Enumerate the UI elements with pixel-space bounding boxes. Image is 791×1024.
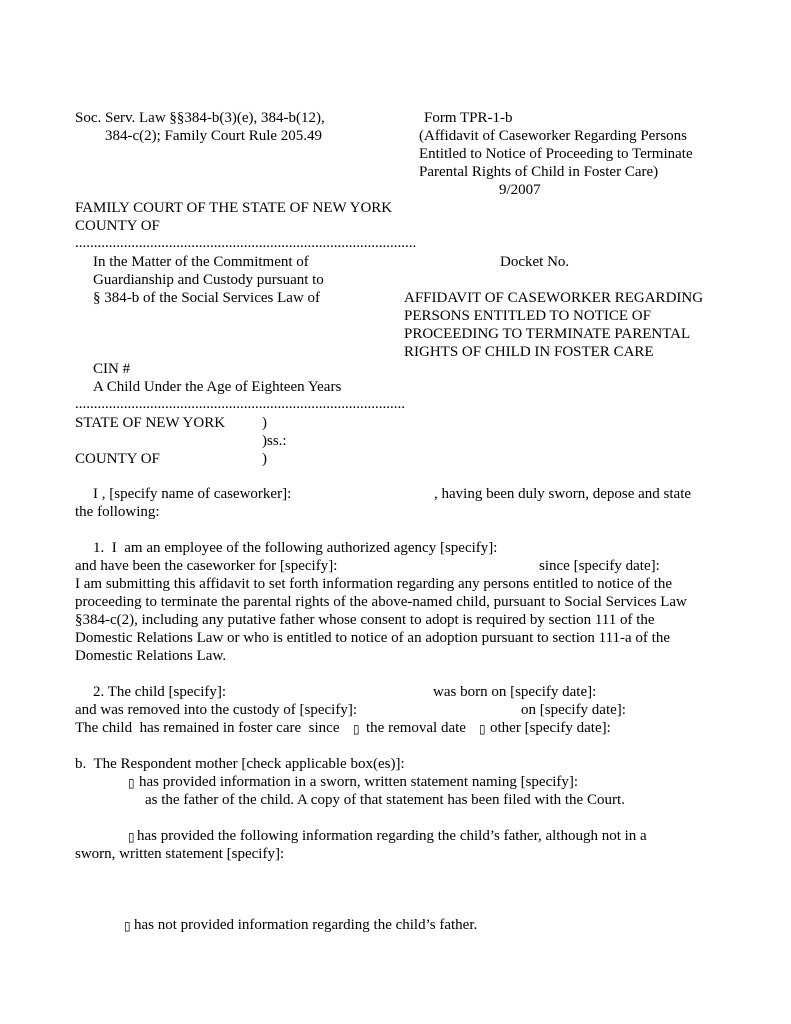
caption-dotted-rule-bottom: ........................................................................................ [75,396,405,412]
unsworn-information-checkbox-icon[interactable]: ▯ [128,830,135,844]
venue-state: STATE OF NEW YORK [75,415,226,431]
mother-option-1-line-2: as the father of the child. A copy of that statement has been filed with the Court. [145,792,625,808]
form-date: 9/2007 [499,182,541,198]
other-date-checkbox-icon[interactable]: ▯ [479,722,486,736]
court-name: FAMILY COURT OF THE STATE OF NEW YORK [75,200,393,216]
venue-ss: )ss.: [262,433,287,449]
document-title-line-1: AFFIDAVIT OF CASEWORKER REGARDING [404,290,704,306]
no-information-checkbox-icon[interactable]: ▯ [124,919,131,933]
matter-line-2: Guardianship and Custody pursuant to [93,272,324,288]
mother-option-3: has not provided information regarding the child’s father. [134,917,478,933]
caption-dotted-rule-top: ........................................................................................... [75,235,417,251]
para1-line-1: 1. I am an employee of the following authorized agency [specify]: [93,540,498,556]
venue-paren-2: ) [262,451,267,467]
statute-citation-line-1: Soc. Serv. Law §§384-b(3)(e), 384-b(12), [75,110,325,126]
form-description-line-3: Parental Rights of Child in Foster Care) [419,164,659,180]
intro-sworn-statement: , having been duly sworn, depose and state [434,486,692,502]
para1-line-2-since-date: since [specify date]: [539,558,660,574]
statute-citation-line-2: 384-c(2); Family Court Rule 205.49 [105,128,323,144]
cin-label: CIN # [93,361,131,377]
para2-other-date-option: other [specify date]: [490,720,611,736]
intro-caseworker-name: I , [specify name of caseworker]: [93,486,292,502]
intro-continuation: the following: [75,504,160,520]
child-description: A Child Under the Age of Eighteen Years [93,379,342,395]
para2-removed-into-custody: and was removed into the custody of [specify]: [75,702,358,718]
document-title-line-3: PROCEEDING TO TERMINATE PARENTAL [404,326,691,342]
docket-number-label: Docket No. [500,254,570,270]
document-title-line-4: RIGHTS OF CHILD IN FOSTER CARE [404,344,654,360]
para1-line-4: proceeding to terminate the parental rights of the above-named child, pursuant to Social Services Law [75,594,687,610]
para1-line-5: §384-c(2), including any putative father whose consent to adopt is required by section 111 of the [75,612,655,628]
para2-removal-date-option: the removal date [366,720,466,736]
court-county: COUNTY OF [75,218,160,234]
form-description-line-2: Entitled to Notice of Proceeding to Terminate [419,146,693,162]
form-description-line-1: (Affidavit of Caseworker Regarding Persons [419,128,687,144]
para1-line-7: Domestic Relations Law. [75,648,227,664]
para1-line-2-caseworker-for: and have been the caseworker for [specify]: [75,558,338,574]
para1-line-3: I am submitting this affidavit to set forth information regarding any persons entitled to notice of the [75,576,673,592]
para2-foster-care-since: The child has remained in foster care since [75,720,340,736]
para2-removal-date: on [specify date]: [521,702,626,718]
matter-line-3: § 384-b of the Social Services Law of [93,290,321,306]
sworn-statement-checkbox-icon[interactable]: ▯ [128,776,135,790]
mother-option-2-line-2: sworn, written statement [specify]: [75,846,285,862]
mother-section-heading: b. The Respondent mother [check applicable box(es)]: [75,756,405,772]
removal-date-checkbox-icon[interactable]: ▯ [353,722,360,736]
mother-option-2-line-1: has provided the following information regarding the child’s father, although not in a [137,828,647,844]
matter-line-1: In the Matter of the Commitment of [93,254,309,270]
para2-birth-date: was born on [specify date]: [433,684,597,700]
venue-county: COUNTY OF [75,451,160,467]
para1-line-6: Domestic Relations Law or who is entitled to notice of an adoption pursuant to section 111-a of the [75,630,671,646]
document-title-line-2: PERSONS ENTITLED TO NOTICE OF [404,308,651,324]
mother-option-1-line-1: has provided information in a sworn, written statement naming [specify]: [139,774,579,790]
form-id: Form TPR-1-b [424,110,513,126]
venue-paren-1: ) [262,415,267,431]
para2-child-name: 2. The child [specify]: [93,684,227,700]
